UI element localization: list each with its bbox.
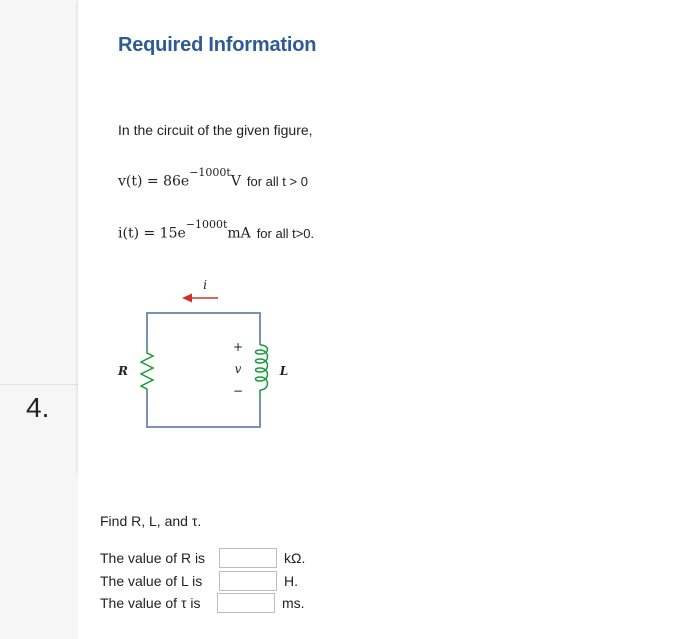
question-number: 4. <box>26 392 50 423</box>
rl-circuit-figure <box>110 275 300 435</box>
current-equation-exponent: −1000t <box>185 218 228 231</box>
voltage-equation-exponent: −1000t <box>189 166 231 179</box>
circuit-wires <box>147 313 260 427</box>
question-rail <box>0 0 78 639</box>
current-equation-condition: for all t>0. <box>256 225 315 241</box>
current-arrow-icon <box>182 294 218 303</box>
voltage-equation-unit: V <box>230 173 241 190</box>
voltage-equation-lhs: v(t) = 86e <box>118 173 190 190</box>
question-divider <box>0 384 78 385</box>
task-prompt: Find R, L, and τ. <box>100 513 202 529</box>
current-label: i <box>203 278 207 292</box>
answer-input-tau[interactable] <box>217 593 275 613</box>
resistor-icon <box>141 349 153 391</box>
voltage-equation-condition: for all t > 0 <box>246 173 308 189</box>
voltage-minus: − <box>232 384 244 398</box>
current-equation-unit: mA <box>227 225 251 242</box>
intro-text: In the circuit of the given figure, <box>118 122 313 138</box>
voltage-equation <box>118 166 308 190</box>
page-title: Required Information <box>118 34 317 56</box>
answer-input-r[interactable] <box>219 548 277 568</box>
answer-label-r: The value of R is <box>100 550 206 566</box>
inductor-icon <box>256 345 268 399</box>
current-equation-lhs: i(t) = 15e <box>118 225 186 242</box>
answer-input-l[interactable] <box>219 571 277 591</box>
inductor-label: L <box>279 364 289 378</box>
answer-unit-tau: ms. <box>282 595 305 611</box>
current-equation <box>118 218 315 242</box>
answer-unit-l: H. <box>284 573 298 589</box>
answer-label-tau: The value of τ is <box>100 595 201 611</box>
answer-unit-r: kΩ. <box>284 550 306 566</box>
voltage-label: v <box>234 362 242 376</box>
answer-label-l: The value of L is <box>100 573 203 589</box>
resistor-label: R <box>118 364 128 378</box>
voltage-plus: + <box>232 340 244 354</box>
